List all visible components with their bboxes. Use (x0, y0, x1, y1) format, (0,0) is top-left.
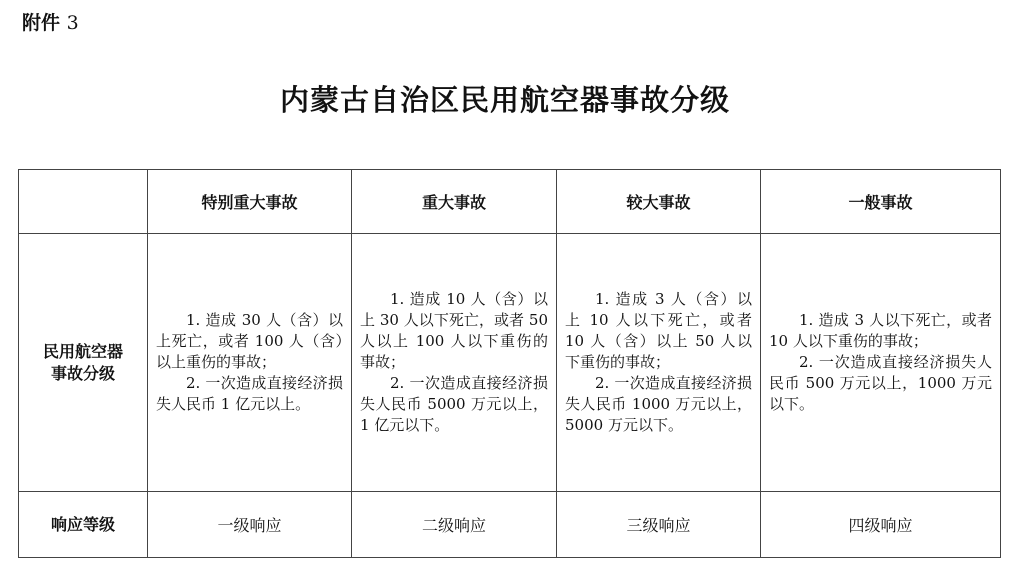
attachment-label (22, 8, 79, 35)
response-level-cell: 三级响应 (557, 492, 761, 558)
header-row (19, 170, 1001, 234)
criteria-item: 2. 一次造成直接经济损失人民币 1000 万元以上，5000 万元以下。 (565, 374, 752, 434)
header-cell: 特别重大事故 (148, 170, 352, 234)
attachment-number: 3 (66, 12, 79, 34)
corner-cell (19, 170, 148, 234)
criteria-item: 2. 一次造成直接经济损失人民币 1 亿元以上。 (156, 374, 343, 413)
header-cell: 一般事故 (761, 170, 1001, 234)
classification-row (19, 234, 1001, 492)
row-label-response: 响应等级 (19, 492, 148, 558)
criteria-cell (148, 234, 352, 492)
criteria-cell (761, 234, 1001, 492)
attachment-word: 附件 (22, 12, 61, 34)
header-cell: 重大事故 (352, 170, 557, 234)
row-label-line: 事故分级 (50, 363, 115, 383)
response-level-cell: 一级响应 (148, 492, 352, 558)
response-level-cell: 二级响应 (352, 492, 557, 558)
response-level-cell: 四级响应 (761, 492, 1001, 558)
header-cell: 较大事故 (557, 170, 761, 234)
row-label-line: 民用航空器 (42, 341, 123, 361)
criteria-cell (352, 234, 557, 492)
criteria-item: 1. 造成 3 人以下死亡，或者 10 人以下重伤的事故； (769, 311, 992, 350)
criteria-item: 1. 造成 10 人（含）以上 30 人以下死亡，或者 50 人以上 100 人以下重伤的事故； (360, 290, 548, 371)
accident-classification-table (18, 169, 1001, 558)
criteria-item: 1. 造成 30 人（含）以上死亡，或者 100 人（含）以上重伤的事故； (156, 311, 343, 371)
criteria-item: 2. 一次造成直接经济损失人民币 500 万元以上，1000 万元以下。 (769, 353, 992, 413)
criteria-cell (557, 234, 761, 492)
row-label-classification (19, 234, 148, 492)
criteria-item: 2. 一次造成直接经济损失人民币 5000 万元以上，1 亿元以下。 (360, 374, 548, 434)
response-row (19, 492, 1001, 558)
page-title: 内蒙古自治区民用航空器事故分级 (279, 83, 730, 117)
criteria-item: 1. 造成 3 人（含）以上 10 人以下死亡，或者 10 人（含）以上 50 人以下重伤的事故； (565, 290, 752, 371)
